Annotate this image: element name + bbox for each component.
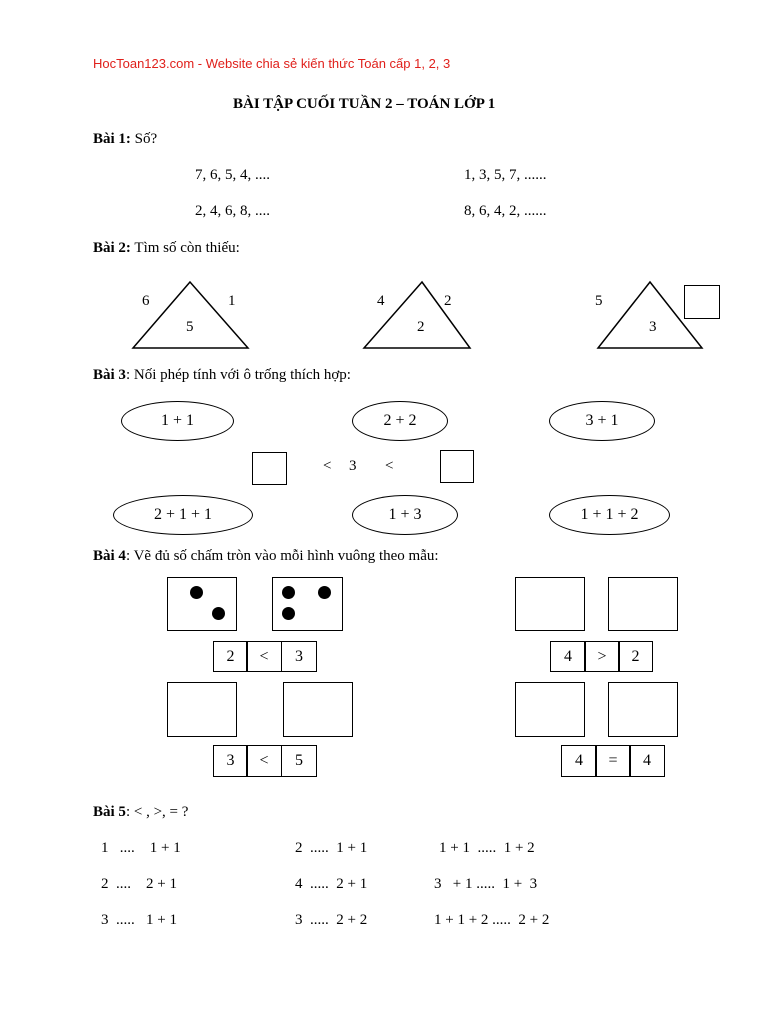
exercise-4-prompt: : Vẽ đủ số chấm tròn vào mỗi hình vuông theo mẫu:	[125, 548, 439, 564]
triangle-2-right: 2	[444, 293, 452, 309]
compare-item: 3 + 1 ..... 1 + 3	[434, 876, 538, 892]
compare-cell: 4	[629, 745, 665, 777]
blank-box-right[interactable]	[440, 450, 474, 483]
compare-cell: 2	[618, 641, 653, 672]
page-title: BÀI TẬP CUỐI TUẦN 2 – TOÁN LỚP 1	[233, 96, 496, 112]
expr-ellipse-1[interactable]: 1 + 1	[121, 401, 234, 441]
compare-item: 1 + 1 ..... 1 + 2	[439, 840, 535, 856]
compare-item: 1 + 1 + 2 ..... 2 + 2	[434, 912, 550, 928]
triangle-2-left: 4	[377, 293, 385, 309]
compare-item: 2 .... 2 + 1	[101, 876, 177, 892]
exercise-5-label: Bài 5	[93, 804, 126, 820]
expr-ellipse-4[interactable]: 2 + 1 + 1	[113, 495, 253, 535]
sequence-4: 8, 6, 4, 2, ......	[464, 203, 547, 219]
triangle-3-answer-box[interactable]	[684, 285, 720, 319]
less-than-sign-2: <	[385, 458, 394, 474]
compare-sign-cell: =	[595, 745, 631, 777]
expr-ellipse-6[interactable]: 1 + 1 + 2	[549, 495, 670, 535]
dot-square-sample-3	[272, 577, 343, 631]
compare-item: 2 ..... 1 + 1	[295, 840, 368, 856]
compare-cell: 3	[213, 745, 248, 777]
dot-square-empty[interactable]	[515, 682, 585, 737]
exercise-4-label: Bài 4	[93, 548, 126, 564]
compare-sign-cell: >	[584, 641, 620, 672]
triangle-3-left: 5	[595, 293, 603, 309]
compare-sign-cell: <	[246, 745, 282, 777]
triangle-1-left: 6	[142, 293, 150, 309]
compare-item: 3 ..... 1 + 1	[101, 912, 177, 928]
dot-square-empty[interactable]	[608, 577, 678, 631]
dot	[318, 586, 331, 599]
compare-cell: 5	[281, 745, 317, 777]
exercise-2-prompt: Tìm số còn thiếu:	[130, 240, 240, 256]
compare-item: 3 ..... 2 + 2	[295, 912, 368, 928]
blank-box-left[interactable]	[252, 452, 287, 485]
expr-ellipse-5[interactable]: 1 + 3	[352, 495, 458, 535]
dot-square-empty[interactable]	[167, 682, 237, 737]
triangle-1-right: 1	[228, 293, 236, 309]
dot-square-empty[interactable]	[515, 577, 585, 631]
sequence-2: 1, 3, 5, 7, ......	[464, 167, 547, 183]
exercise-5-prompt: : < , >, = ?	[125, 804, 189, 820]
dot	[282, 607, 295, 620]
compare-sign-cell: <	[246, 641, 282, 672]
less-than-sign-1: <	[323, 458, 332, 474]
compare-item: 1 .... 1 + 1	[101, 840, 181, 856]
dot-square-empty[interactable]	[608, 682, 678, 737]
triangle-1	[133, 282, 248, 348]
exercise-1-prompt: Số?	[130, 131, 158, 147]
triangle-3-center: 3	[649, 319, 657, 335]
dot	[190, 586, 203, 599]
exercise-5-heading	[93, 804, 188, 821]
expr-ellipse-3[interactable]: 3 + 1	[549, 401, 655, 441]
dot-square-sample-2	[167, 577, 237, 631]
exercise-1-label: Bài 1:	[93, 131, 131, 147]
exercise-3-heading	[93, 367, 351, 384]
sequence-3: 2, 4, 6, 8, ....	[195, 203, 270, 219]
sequence-1: 7, 6, 5, 4, ....	[195, 167, 270, 183]
exercise-4-heading	[93, 548, 439, 565]
site-header: HocToan123.com - Website chia sẻ kiến thức Toán cấp 1, 2, 3	[93, 56, 451, 71]
exercise-3-label: Bài 3	[93, 367, 126, 383]
middle-number: 3	[349, 458, 357, 474]
compare-cell: 2	[213, 641, 248, 672]
compare-cell: 3	[281, 641, 317, 672]
triangle-2-center: 2	[417, 319, 425, 335]
expr-ellipse-2[interactable]: 2 + 2	[352, 401, 448, 441]
compare-item: 4 ..... 2 + 1	[295, 876, 368, 892]
dot	[212, 607, 225, 620]
triangle-1-center: 5	[186, 319, 194, 335]
compare-cell: 4	[561, 745, 597, 777]
dot	[282, 586, 295, 599]
exercise-2-label: Bài 2:	[93, 240, 131, 256]
triangle-2	[364, 282, 470, 348]
exercise-3-prompt: : Nối phép tính với ô trống thích hợp:	[125, 367, 351, 383]
compare-cell: 4	[550, 641, 586, 672]
dot-square-empty[interactable]	[283, 682, 353, 737]
